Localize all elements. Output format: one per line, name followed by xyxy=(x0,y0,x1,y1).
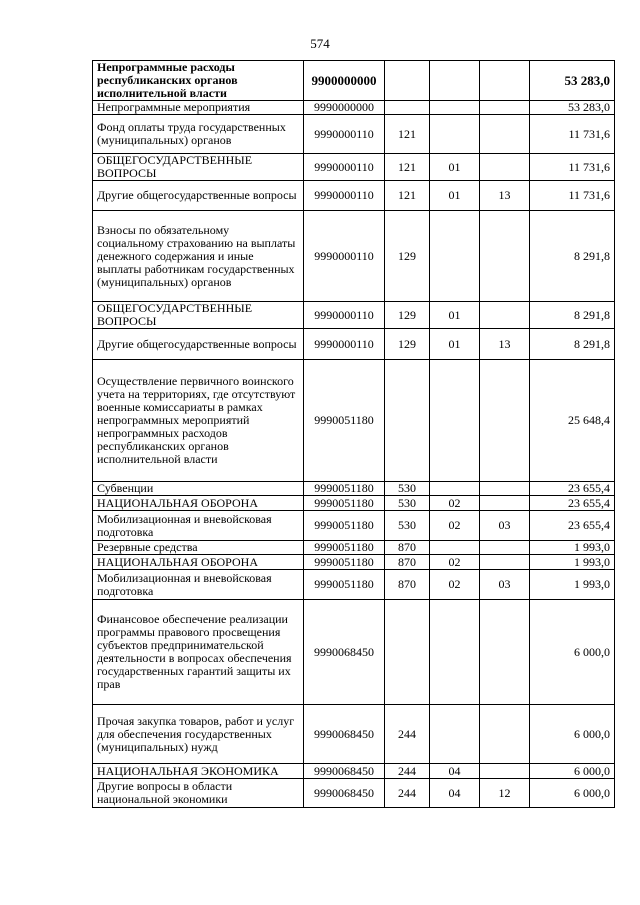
table-row xyxy=(93,211,615,302)
table-row xyxy=(93,154,615,181)
cell-pr xyxy=(480,61,530,101)
cell-csr: 9990051180 xyxy=(304,570,385,600)
cell-csr: 9990051180 xyxy=(304,496,385,511)
cell-pr xyxy=(480,705,530,764)
cell-pr xyxy=(480,600,530,705)
table-row xyxy=(93,101,615,115)
cell-name: ОБЩЕГОСУДАРСТВЕННЫЕ ВОПРОСЫ xyxy=(93,302,304,329)
cell-rz: 01 xyxy=(430,181,480,211)
cell-sum: 8 291,8 xyxy=(530,302,615,329)
table-row xyxy=(93,600,615,705)
cell-rz xyxy=(430,541,480,555)
cell-csr: 9990051180 xyxy=(304,360,385,482)
cell-name: Прочая закупка товаров, работ и услуг для обеспечения государственных (муниципальных) нужд xyxy=(93,705,304,764)
cell-vr: 121 xyxy=(385,154,430,181)
cell-name: НАЦИОНАЛЬНАЯ ОБОРОНА xyxy=(93,496,304,511)
cell-csr: 9990000110 xyxy=(304,211,385,302)
cell-vr xyxy=(385,360,430,482)
cell-name: Непрограммные расходы республиканских органов исполнительной власти xyxy=(93,61,304,101)
cell-sum: 11 731,6 xyxy=(530,115,615,154)
cell-rz: 02 xyxy=(430,511,480,541)
cell-vr: 530 xyxy=(385,496,430,511)
cell-sum: 1 993,0 xyxy=(530,555,615,570)
cell-sum: 23 655,4 xyxy=(530,482,615,496)
cell-csr: 9990068450 xyxy=(304,705,385,764)
cell-sum: 53 283,0 xyxy=(530,61,615,101)
cell-pr xyxy=(480,496,530,511)
cell-rz xyxy=(430,211,480,302)
table-row xyxy=(93,764,615,779)
cell-pr xyxy=(480,764,530,779)
cell-vr: 870 xyxy=(385,570,430,600)
table-row xyxy=(93,302,615,329)
cell-pr xyxy=(480,541,530,555)
cell-rz xyxy=(430,360,480,482)
cell-rz xyxy=(430,600,480,705)
cell-csr: 9990000110 xyxy=(304,115,385,154)
cell-csr: 9990051180 xyxy=(304,511,385,541)
cell-vr: 530 xyxy=(385,511,430,541)
cell-csr: 9990000110 xyxy=(304,329,385,360)
table-row xyxy=(93,705,615,764)
cell-csr: 9990068450 xyxy=(304,600,385,705)
cell-name: Резервные средства xyxy=(93,541,304,555)
cell-name: Мобилизационная и вневойсковая подготовка xyxy=(93,511,304,541)
cell-pr xyxy=(480,360,530,482)
table-row xyxy=(93,541,615,555)
cell-vr: 870 xyxy=(385,541,430,555)
cell-sum: 6 000,0 xyxy=(530,764,615,779)
cell-rz: 02 xyxy=(430,496,480,511)
cell-name: Взносы по обязательному социальному страхованию на выплаты денежного содержания и иные выплаты работникам государственных (муниципальных) органов xyxy=(93,211,304,302)
cell-pr xyxy=(480,555,530,570)
cell-rz xyxy=(430,115,480,154)
table-row xyxy=(93,570,615,600)
cell-sum: 11 731,6 xyxy=(530,154,615,181)
cell-vr: 121 xyxy=(385,181,430,211)
cell-vr: 244 xyxy=(385,705,430,764)
cell-pr: 03 xyxy=(480,570,530,600)
cell-sum: 6 000,0 xyxy=(530,705,615,764)
cell-sum: 8 291,8 xyxy=(530,329,615,360)
cell-rz xyxy=(430,101,480,115)
cell-rz: 02 xyxy=(430,570,480,600)
cell-csr: 9990000110 xyxy=(304,181,385,211)
cell-rz: 01 xyxy=(430,302,480,329)
cell-sum: 6 000,0 xyxy=(530,600,615,705)
table-row xyxy=(93,329,615,360)
cell-rz xyxy=(430,705,480,764)
cell-pr: 03 xyxy=(480,511,530,541)
cell-sum: 1 993,0 xyxy=(530,541,615,555)
cell-sum: 53 283,0 xyxy=(530,101,615,115)
cell-name: Осуществление первичного воинского учета на территориях, где отсутствуют военные комиссариаты в рамках непрограммных мероприятий непрограммных расходов республиканских органов исполнительной власти xyxy=(93,360,304,482)
cell-name: Другие общегосударственные вопросы xyxy=(93,181,304,211)
cell-pr xyxy=(480,154,530,181)
cell-csr: 9990000110 xyxy=(304,154,385,181)
cell-vr: 870 xyxy=(385,555,430,570)
cell-vr: 129 xyxy=(385,211,430,302)
cell-csr: 9990051180 xyxy=(304,482,385,496)
cell-vr: 129 xyxy=(385,329,430,360)
cell-pr xyxy=(480,302,530,329)
cell-name: Мобилизационная и вневойсковая подготовка xyxy=(93,570,304,600)
budget-table-body xyxy=(93,61,615,808)
table-row xyxy=(93,779,615,808)
cell-rz xyxy=(430,61,480,101)
cell-pr: 13 xyxy=(480,181,530,211)
cell-vr xyxy=(385,101,430,115)
cell-csr: 9990000110 xyxy=(304,302,385,329)
cell-sum: 23 655,4 xyxy=(530,496,615,511)
cell-vr: 244 xyxy=(385,764,430,779)
cell-name: Другие вопросы в области национальной экономики xyxy=(93,779,304,808)
table-row xyxy=(93,360,615,482)
cell-pr xyxy=(480,115,530,154)
cell-pr xyxy=(480,101,530,115)
cell-rz: 04 xyxy=(430,779,480,808)
cell-name: ОБЩЕГОСУДАРСТВЕННЫЕ ВОПРОСЫ xyxy=(93,154,304,181)
table-row xyxy=(93,61,615,101)
budget-table xyxy=(92,60,615,808)
cell-name: Непрограммные мероприятия xyxy=(93,101,304,115)
cell-csr: 9990068450 xyxy=(304,764,385,779)
cell-name: НАЦИОНАЛЬНАЯ ОБОРОНА xyxy=(93,555,304,570)
cell-csr: 9900000000 xyxy=(304,61,385,101)
cell-sum: 8 291,8 xyxy=(530,211,615,302)
table-row xyxy=(93,181,615,211)
table-row xyxy=(93,496,615,511)
cell-vr: 121 xyxy=(385,115,430,154)
cell-csr: 9990068450 xyxy=(304,779,385,808)
cell-vr: 530 xyxy=(385,482,430,496)
cell-rz xyxy=(430,482,480,496)
cell-sum: 1 993,0 xyxy=(530,570,615,600)
cell-sum: 23 655,4 xyxy=(530,511,615,541)
page-number: 574 xyxy=(310,36,330,51)
cell-csr: 9990051180 xyxy=(304,555,385,570)
cell-vr xyxy=(385,61,430,101)
cell-pr xyxy=(480,482,530,496)
cell-csr: 9990051180 xyxy=(304,541,385,555)
cell-sum: 6 000,0 xyxy=(530,779,615,808)
cell-pr: 12 xyxy=(480,779,530,808)
cell-sum: 11 731,6 xyxy=(530,181,615,211)
cell-pr: 13 xyxy=(480,329,530,360)
cell-csr: 9990000000 xyxy=(304,101,385,115)
cell-vr: 244 xyxy=(385,779,430,808)
cell-name: Финансовое обеспечение реализации программы правового просвещения субъектов предпринимательской деятельности в вопросах обеспечения государственных гарантий защиты их прав xyxy=(93,600,304,705)
table-row xyxy=(93,511,615,541)
cell-vr xyxy=(385,600,430,705)
cell-sum: 25 648,4 xyxy=(530,360,615,482)
cell-rz: 04 xyxy=(430,764,480,779)
table-row xyxy=(93,482,615,496)
cell-rz: 01 xyxy=(430,329,480,360)
table-row xyxy=(93,555,615,570)
cell-name: Другие общегосударственные вопросы xyxy=(93,329,304,360)
cell-rz: 01 xyxy=(430,154,480,181)
cell-rz: 02 xyxy=(430,555,480,570)
cell-name: Фонд оплаты труда государственных (муниципальных) органов xyxy=(93,115,304,154)
cell-name: НАЦИОНАЛЬНАЯ ЭКОНОМИКА xyxy=(93,764,304,779)
cell-vr: 129 xyxy=(385,302,430,329)
table-row xyxy=(93,115,615,154)
cell-name: Субвенции xyxy=(93,482,304,496)
cell-pr xyxy=(480,211,530,302)
